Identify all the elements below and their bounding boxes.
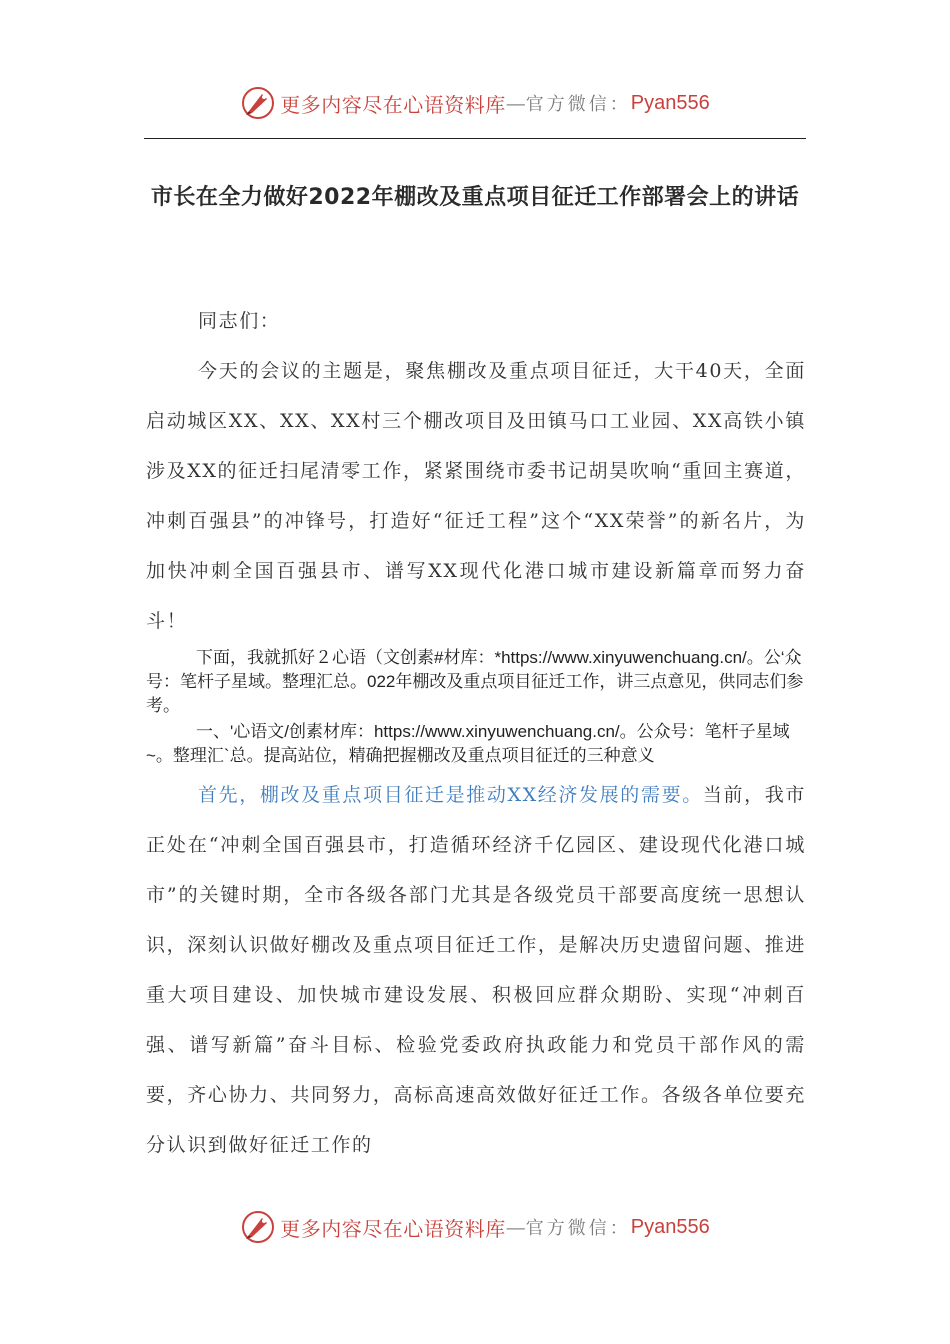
banner-dash: — xyxy=(505,91,526,115)
banner-wechat-label: 官方微信： xyxy=(525,1218,631,1239)
banner-brand-text: 更多内容尽在心语资料库 xyxy=(280,1216,506,1241)
pen-nib-logo-icon xyxy=(240,1209,276,1245)
document-title: 市长在全力做好2022年棚改及重点项目征迁工作部署会上的讲话 xyxy=(150,185,800,210)
intro-paragraph: 今天的会议的主题是，聚焦棚改及重点项目征迁，大干40天，全面启动城区XX、XX、XX村三个棚改项目及田镇马口工业园、XX高铁小镇涉及XX的征迁扫尾清零工作，紧紧围绕市委书记胡昊吹响“重回主赛道，冲刺百强县”的冲锋号，打造好“征迁工程”这个“XX荣誉”的新名片，为加快冲刺全国百强县市、谱写XX现代化港口城市建设新篇章而努力奋斗！ xyxy=(146,360,806,632)
banner-wechat-id: Pyan556 xyxy=(630,1215,710,1238)
banner-brand-text: 更多内容尽在心语资料库 xyxy=(280,92,506,117)
banner-wechat-label: 官方微信： xyxy=(525,94,631,115)
overview-paragraph: 下面，我就抓好２心语（文创素#材库：*https://www.xinyuwenchuang.cn/。公‘众号：笔杆子星域。整理汇总。022年棚改及重点项目征迁工作，讲三点意见，供同志们参考。 xyxy=(146,648,804,715)
pen-nib-logo-icon xyxy=(240,85,276,121)
first-point-body: 当前，我市正处在“冲刺全国百强县市，打造循环经济千亿园区、建设现代化港口城市”的关键时期，全市各级各部门尤其是各级党员干部要高度统一思想认识，深刻认识做好棚改及重点项目征迁工作，是解决历史遗留问题、推进重大项目建设、加快城市建设发展、积极回应群众期盼、实现“冲刺百强、谱写新篇”奋斗目标、检验党委政府执政能力和党员干部作风的需要，齐心协力、共同努力，高标高速高效做好征迁工作。各级各单位要充分认识到做好征迁工作的 xyxy=(146,784,806,1156)
header-banner xyxy=(0,78,950,128)
banner-wechat-id: Pyan556 xyxy=(630,91,710,114)
first-point-paragraph xyxy=(146,770,806,1170)
section-heading-1: 一、'心语文/创素材库：https://www.xinyuwenchuang.cn/。公众号：笔杆子星域~。整理汇`总。提高站位，精确把握棚改及重点项目征迁的三种意义 xyxy=(146,722,790,765)
header-divider xyxy=(144,138,806,139)
first-point-lead: 首先，棚改及重点项目征迁是推动XX经济发展的需要。 xyxy=(198,784,703,806)
greeting-paragraph: 同志们： xyxy=(198,310,281,332)
footer-banner xyxy=(0,1202,950,1252)
banner-dash: — xyxy=(505,1215,526,1239)
